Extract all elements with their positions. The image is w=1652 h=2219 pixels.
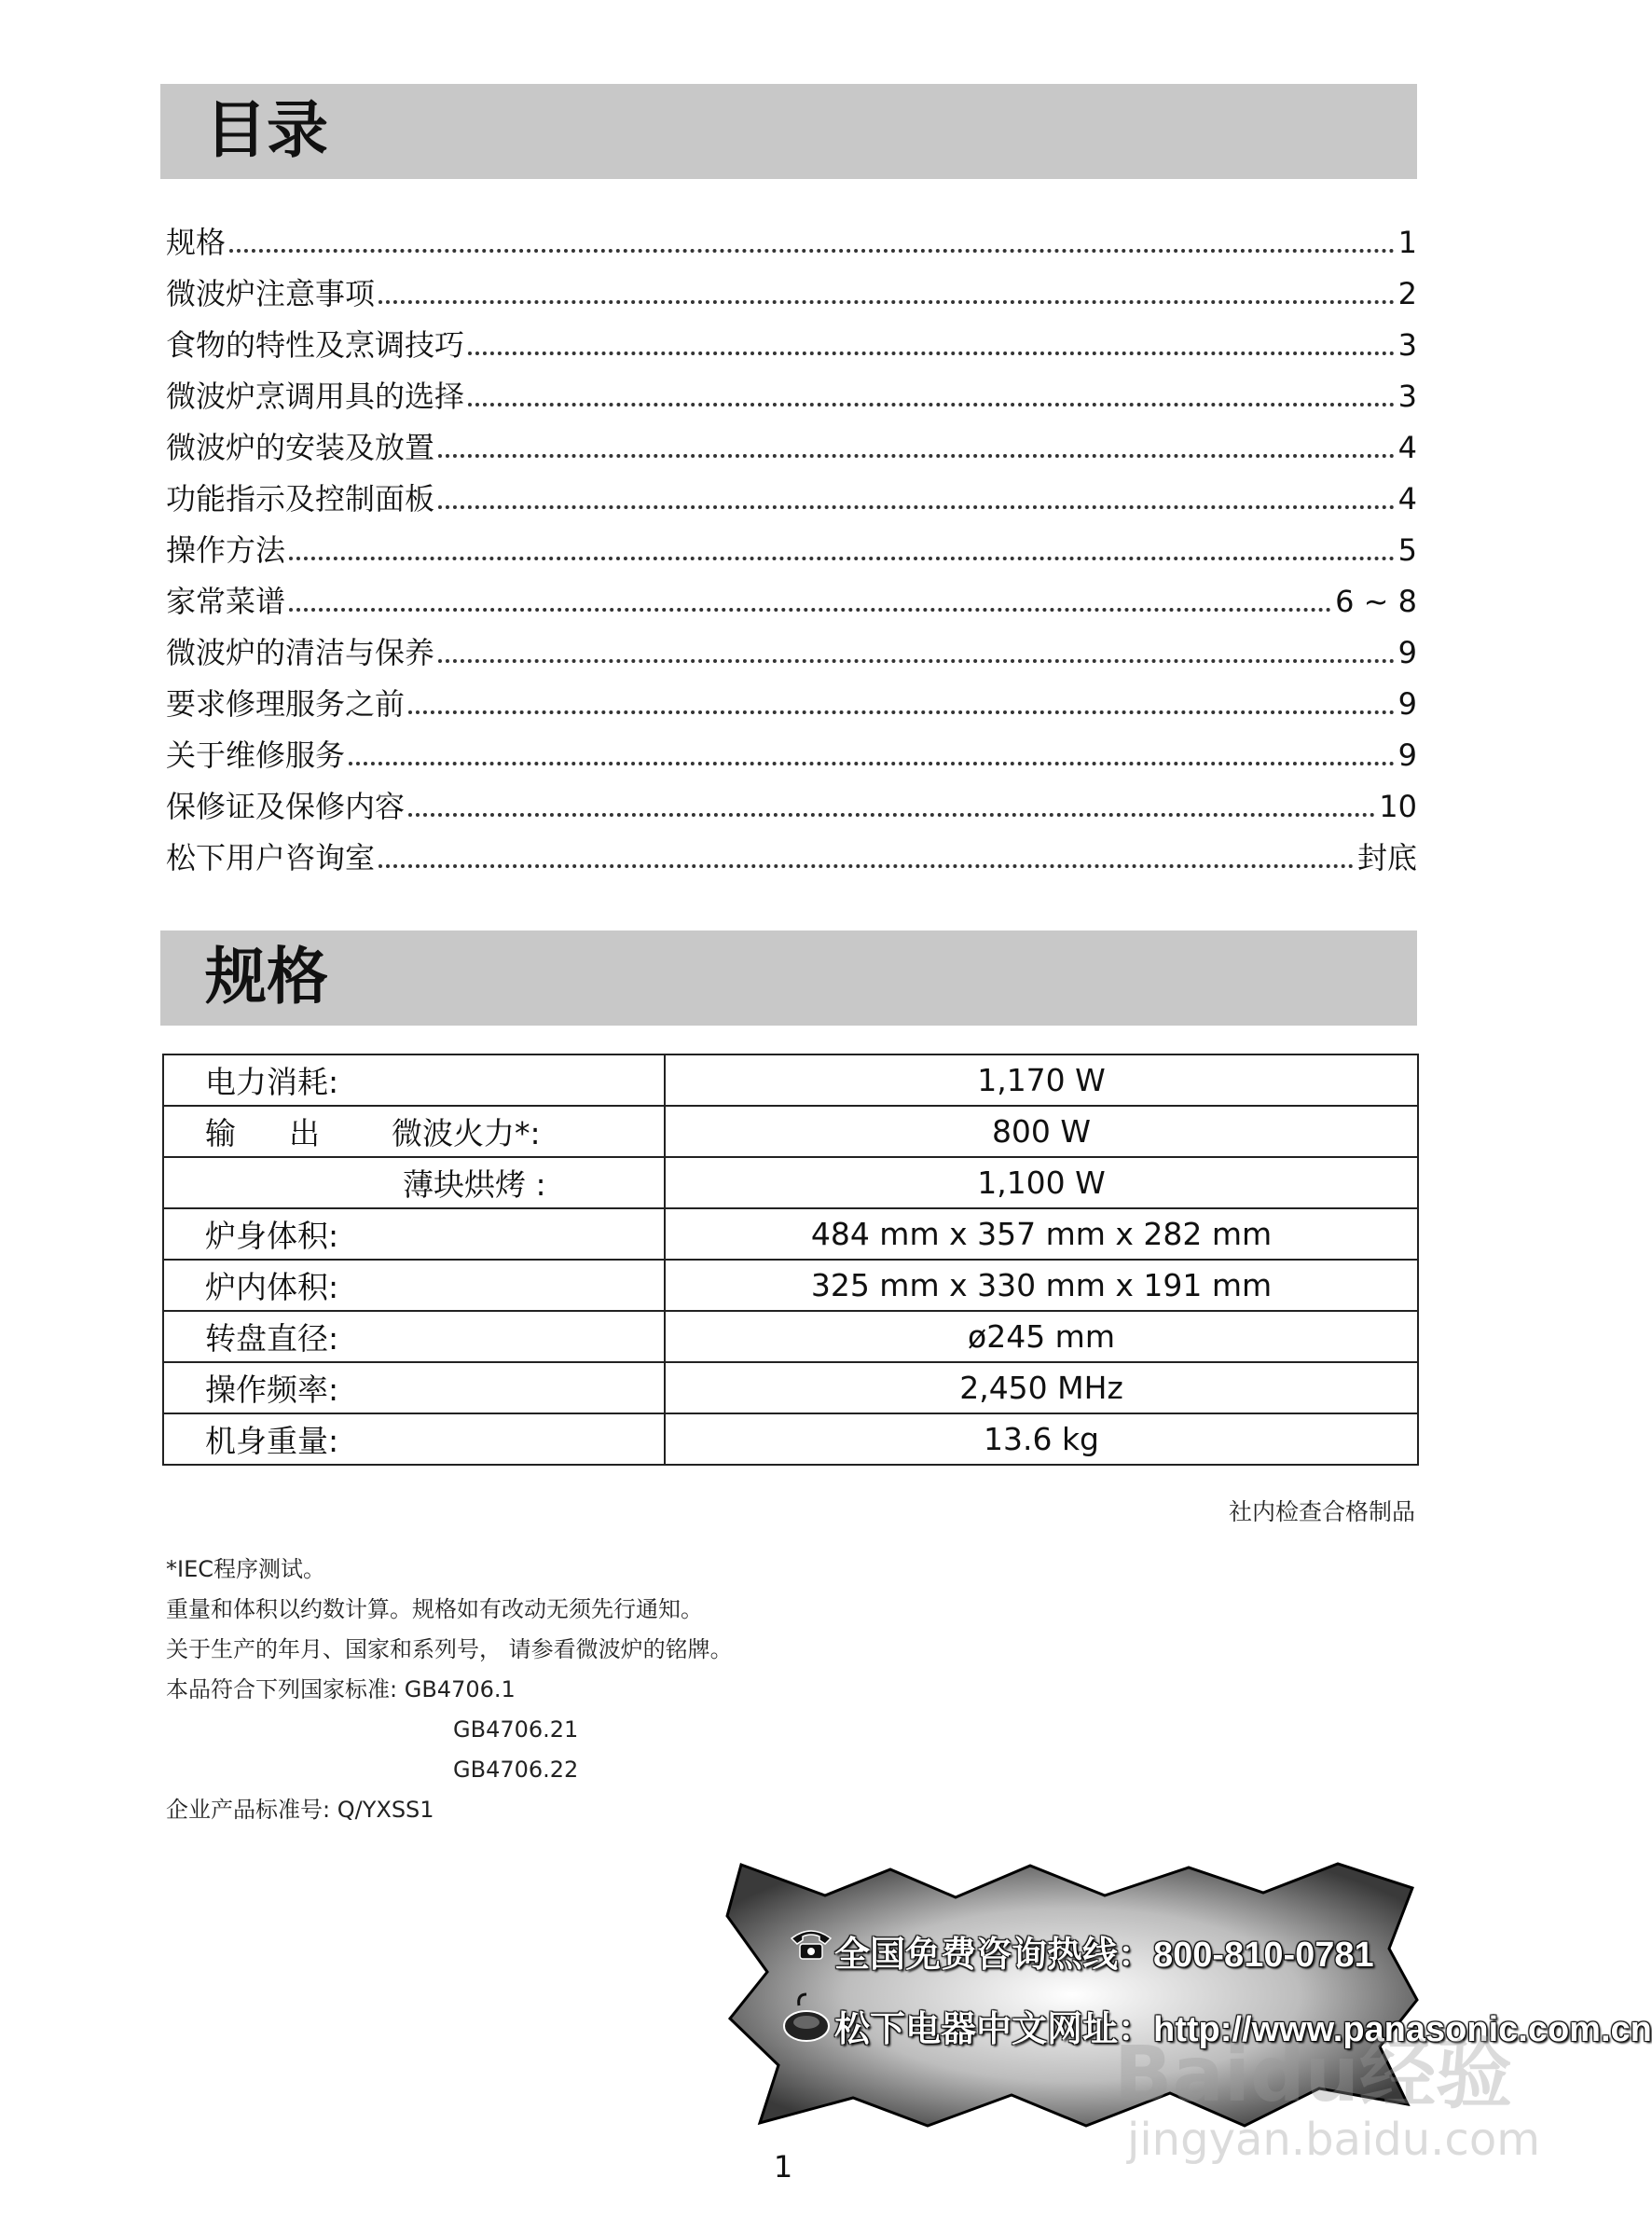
toc-item-page: 3	[1397, 327, 1417, 363]
website-link[interactable]: 松下电器中文网址：http://www.panasonic.com.cn	[834, 2010, 1652, 2049]
watermark-sub: jingyan.baidu.com	[1127, 2114, 1540, 2166]
toc-leader	[289, 557, 1395, 560]
spec-label-part: 出	[289, 1115, 320, 1151]
standards-label: 本品符合下列国家标准:	[166, 1676, 398, 1702]
toc-item-page: 3	[1397, 379, 1417, 414]
toc-item-page: 9	[1397, 737, 1417, 773]
toc-leader	[468, 351, 1395, 355]
table-row	[163, 1157, 1418, 1208]
toc-leader	[229, 249, 1395, 253]
toc-leader	[438, 454, 1395, 458]
toc-item-label: 微波炉注意事项	[166, 276, 376, 311]
spec-label: 操作频率:	[163, 1362, 665, 1413]
toc-leader	[379, 864, 1354, 868]
toc-item[interactable]	[166, 569, 1417, 620]
toc-item-label: 微波炉的安装及放置	[166, 430, 435, 465]
spec-value: 1,100 W	[665, 1157, 1418, 1208]
spec-label: 电力消耗:	[163, 1054, 665, 1106]
watermark-main: Baidu经验	[1114, 2031, 1513, 2119]
toc-item-page: 9	[1397, 635, 1417, 670]
note-nameplate: 关于生产的年月、国家和系列号， 请参看微波炉的铭牌。	[166, 1636, 733, 1662]
note-enterprise	[166, 1790, 733, 1830]
note-standards-cont	[166, 1710, 733, 1750]
baidu-watermark	[1114, 2014, 1540, 2166]
toc-list	[166, 210, 1417, 876]
toc-leader	[438, 659, 1395, 663]
table-row	[163, 1311, 1418, 1362]
spec-value: 2,450 MHz	[665, 1362, 1418, 1413]
spec-label	[163, 1157, 665, 1208]
toc-item-page: 5	[1397, 532, 1417, 568]
toc-item-label: 功能指示及控制面板	[166, 481, 435, 517]
toc-item-page: 10	[1379, 789, 1417, 824]
toc-item-page: 4	[1397, 481, 1417, 517]
table-row	[163, 1106, 1418, 1157]
toc-leader	[349, 762, 1395, 765]
toc-item[interactable]	[166, 312, 1417, 364]
toc-leader	[408, 813, 1375, 817]
toc-item[interactable]	[166, 466, 1417, 517]
toc-item-label: 关于维修服务	[166, 737, 346, 773]
toc-item[interactable]	[166, 415, 1417, 466]
toc-leader	[438, 505, 1395, 509]
toc-item-label: 要求修理服务之前	[166, 686, 406, 722]
toc-item-page: 1	[1397, 225, 1417, 260]
toc-item[interactable]	[166, 261, 1417, 312]
toc-item-label: 微波炉烹调用具的选择	[166, 379, 465, 414]
enterprise-label: 企业产品标准号:	[166, 1797, 331, 1823]
toc-item-page: 4	[1397, 430, 1417, 465]
standard-item: GB4706.1	[404, 1676, 516, 1702]
spec-value: ø245 mm	[665, 1311, 1418, 1362]
toc-leader	[468, 403, 1395, 407]
toc-item[interactable]	[166, 723, 1417, 774]
toc-item-label: 家常菜谱	[166, 584, 286, 619]
spec-notes	[166, 1550, 733, 1830]
toc-item[interactable]	[166, 620, 1417, 671]
spec-label-part: 微波火力*:	[392, 1115, 541, 1151]
note-standards-cont	[166, 1750, 733, 1790]
spec-value: 484 mm x 357 mm x 282 mm	[665, 1208, 1418, 1260]
toc-leader	[379, 300, 1395, 304]
toc-item-page: 9	[1397, 686, 1417, 722]
toc-item-page: 封底	[1356, 840, 1417, 875]
specs-title: 规格	[205, 941, 328, 1013]
phone-icon	[788, 1925, 834, 1963]
table-row	[163, 1260, 1418, 1311]
spec-value: 1,170 W	[665, 1054, 1418, 1106]
spec-value: 325 mm x 330 mm x 191 mm	[665, 1260, 1418, 1311]
toc-item[interactable]	[166, 364, 1417, 415]
table-row	[163, 1413, 1418, 1465]
toc-item-page: 2	[1397, 276, 1417, 311]
toc-item-label: 规格	[166, 225, 227, 260]
toc-header-bar	[160, 84, 1417, 179]
toc-item[interactable]	[166, 774, 1417, 825]
toc-item-label: 食物的特性及烹调技巧	[166, 327, 465, 363]
note-standards	[166, 1670, 733, 1710]
toc-leader	[408, 710, 1395, 714]
page-number: 1	[773, 2149, 793, 2185]
standard-item: GB4706.21	[453, 1716, 579, 1743]
note-approx: 重量和体积以约数计算。规格如有改动无须先行通知。	[166, 1596, 703, 1622]
standard-item: GB4706.22	[453, 1757, 579, 1783]
spec-label: 转盘直径:	[163, 1311, 665, 1362]
spec-label: 机身重量:	[163, 1413, 665, 1465]
table-row	[163, 1362, 1418, 1413]
toc-item[interactable]	[166, 517, 1417, 569]
note-iec: *IEC程序测试。	[166, 1556, 325, 1582]
spec-label: 炉身体积:	[163, 1208, 665, 1260]
spec-label-part: 输	[205, 1115, 236, 1151]
hotline-text: 全国免费咨询热线：800-810-0781	[834, 1936, 1374, 1975]
mouse-icon	[778, 1991, 834, 2047]
table-row	[163, 1208, 1418, 1260]
toc-leader	[289, 608, 1331, 612]
spec-label: 炉内体积:	[163, 1260, 665, 1311]
toc-item-page: 6 ~ 8	[1335, 584, 1417, 619]
toc-item[interactable]	[166, 825, 1417, 876]
specs-header-bar	[160, 930, 1417, 1026]
toc-item[interactable]	[166, 671, 1417, 723]
toc-item-label: 松下用户咨询室	[166, 840, 376, 875]
toc-item[interactable]	[166, 210, 1417, 261]
toc-item-label: 微波炉的清洁与保养	[166, 635, 435, 670]
enterprise-value: Q/YXSS1	[337, 1797, 434, 1823]
spec-label-part: 薄块烘烤 :	[403, 1166, 546, 1203]
spec-value: 800 W	[665, 1106, 1418, 1157]
toc-item-label: 操作方法	[166, 532, 286, 568]
toc-item-label: 保修证及保修内容	[166, 789, 406, 824]
spec-label	[163, 1106, 665, 1157]
table-row	[163, 1054, 1418, 1106]
toc-title: 目录	[205, 94, 328, 166]
spec-value: 13.6 kg	[665, 1413, 1418, 1465]
certification-note: 社内检查合格制品	[1228, 1498, 1415, 1525]
specs-table	[162, 1054, 1419, 1466]
